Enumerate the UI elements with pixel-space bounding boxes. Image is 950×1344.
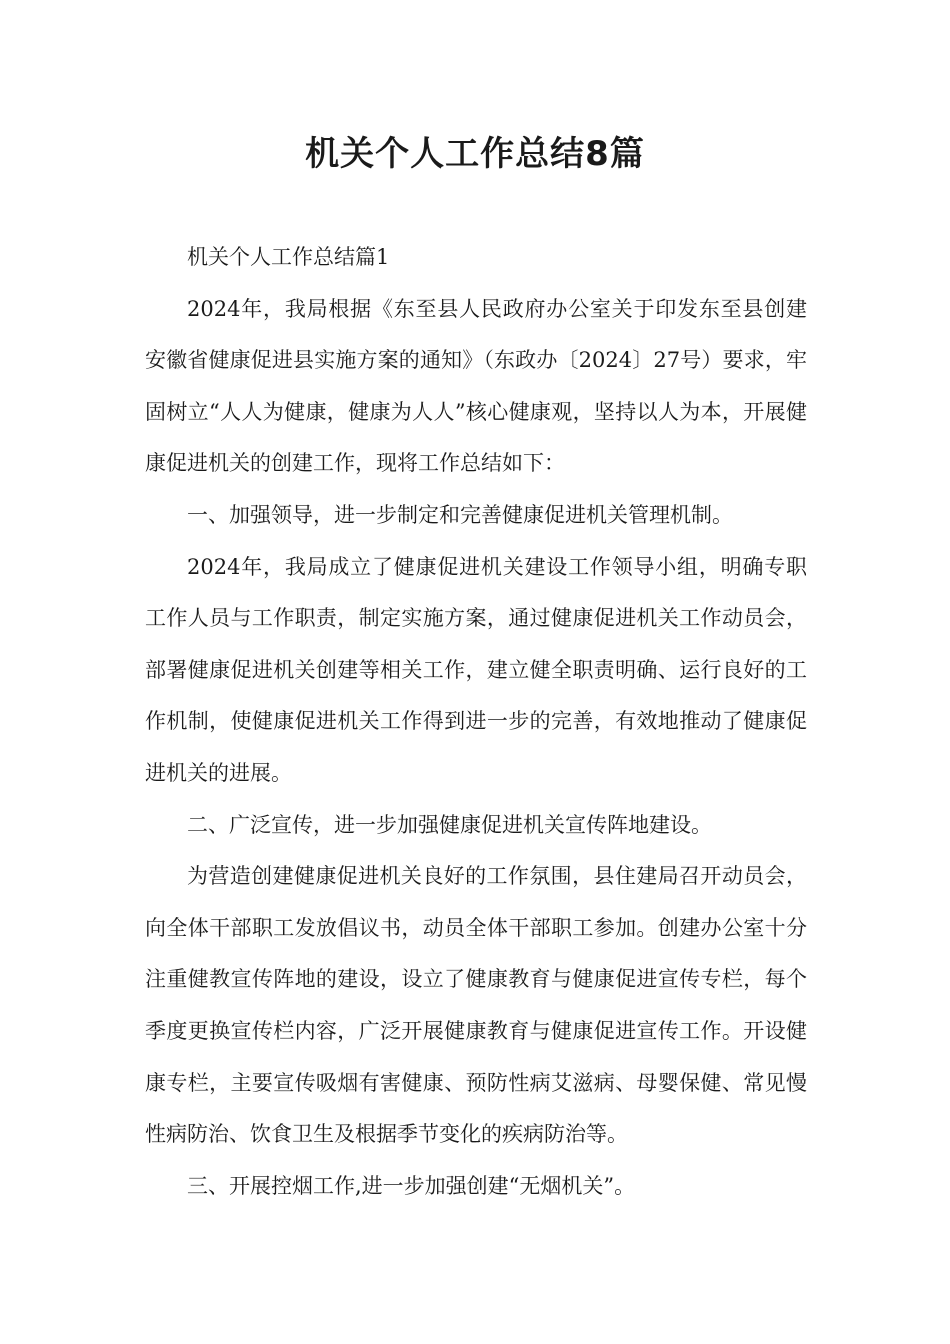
publicity-paragraph: 为营造创建健康促进机关良好的工作氛围，县住建局召开动员会，向全体干部职工发放倡议书，动员全体干部职工参加。创建办公室十分注重健教宣传阵地的建设，设立了健康教育与健康促进宣传专栏，每个季度更换宣传栏内容，广泛开展健康教育与健康促进宣传工作。开设健康专栏，主要宣传吸烟有害健康、预防性病艾滋病、母婴保健、常见慢性病防治、饮食卫生及根据季节变化的疾病防治等。 [145,864,807,1147]
section-heading-tobacco-control: 三、开展控烟工作,进一步加强创建“无烟机关”。 [187,1173,636,1198]
section-heading-part-1: 机关个人工作总结篇1 [187,245,390,269]
section-heading-publicity: 二、广泛宣传，进一步加强健康促进机关宣传阵地建设。 [187,812,712,837]
intro-paragraph: 2024年，我局根据《东至县人民政府办公室关于印发东至县创建安徽省健康促进县实施方案的通知》（东政办〔2024〕27号）要求，牢固树立“人人为健康，健康为人人”核心健康观，坚持以人为本，开展健康促进机关的创建工作，现将工作总结如下： [145,296,807,476]
section-heading-leadership: 一、加强领导，进一步制定和完善健康促进机关管理机制。 [187,502,733,527]
document-title: 机关个人工作总结8篇 [305,134,645,174]
document-body [145,232,807,1212]
leadership-paragraph: 2024年，我局成立了健康促进机关建设工作领导小组，明确专职工作人员与工作职责，制定实施方案，通过健康促进机关工作动员会，部署健康促进机关创建等相关工作，建立健全职责明确、运行良好的工作机制，使健康促进机关工作得到进一步的完善，有效地推动了健康促进机关的进展。 [145,554,807,785]
